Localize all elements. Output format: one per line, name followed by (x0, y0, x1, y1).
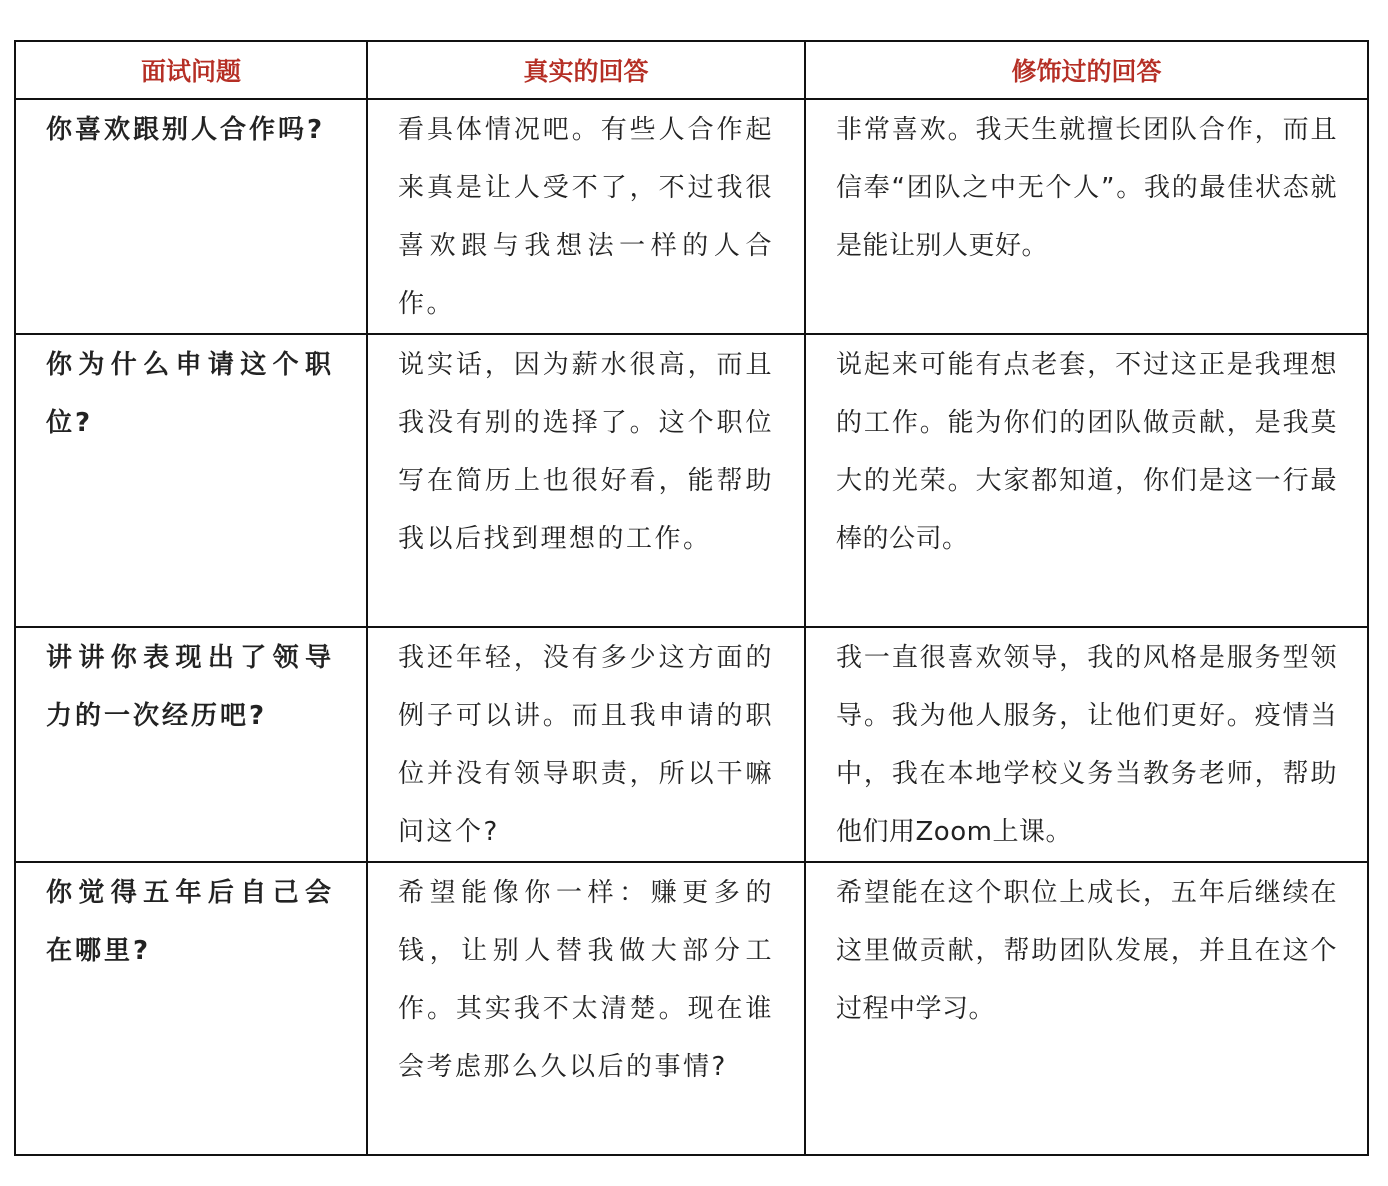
polished-answer-cell (805, 627, 1368, 862)
question-cell (15, 99, 367, 334)
interview-comparison-table (14, 40, 1369, 1156)
real-answer-cell (367, 862, 805, 1155)
question-text: 你觉得五年后自己会在哪里? (46, 878, 334, 966)
question-cell (15, 334, 367, 627)
question-cell (15, 627, 367, 862)
real-answer-cell (367, 334, 805, 627)
real-answer-text: 希望能像你一样：赚更多的钱，让别人替我做大部分工作。其实我不太清楚。现在谁会考虑那么久以后的事情? (398, 878, 774, 1082)
real-answer-text: 我还年轻，没有多少这方面的例子可以讲。而且我申请的职位并没有领导职责，所以干嘛问这个? (398, 643, 774, 847)
polished-answer-cell (805, 334, 1368, 627)
question-text: 你为什么申请这个职位? (46, 350, 334, 438)
question-text: 你喜欢跟别人合作吗? (46, 115, 326, 145)
polished-answer-text: 希望能在这个职位上成长，五年后继续在这里做贡献，帮助团队发展，并且在这个过程中学习。 (836, 878, 1337, 1024)
table-header-row (15, 41, 1368, 99)
real-answer-text: 说实话，因为薪水很高，而且我没有别的选择了。这个职位写在简历上也很好看，能帮助我以后找到理想的工作。 (398, 350, 774, 554)
question-cell (15, 862, 367, 1155)
polished-answer-cell (805, 862, 1368, 1155)
real-answer-cell (367, 99, 805, 334)
table-row (15, 99, 1368, 334)
table-row (15, 862, 1368, 1155)
question-text: 讲讲你表现出了领导力的一次经历吧? (46, 643, 334, 731)
polished-answer-text: 我一直很喜欢领导，我的风格是服务型领导。我为他人服务，让他们更好。疫情当中，我在本地学校义务当教务老师，帮助他们用Zoom上课。 (836, 643, 1337, 847)
polished-answer-cell (805, 99, 1368, 334)
polished-answer-text: 非常喜欢。我天生就擅长团队合作，而且信奉“团队之中无个人”。我的最佳状态就是能让别人更好。 (836, 115, 1337, 261)
header-question: 面试问题 (15, 41, 367, 99)
header-real-answer: 真实的回答 (367, 41, 805, 99)
table-row (15, 627, 1368, 862)
real-answer-cell (367, 627, 805, 862)
table-row (15, 334, 1368, 627)
header-polished-answer: 修饰过的回答 (805, 41, 1368, 99)
real-answer-text: 看具体情况吧。有些人合作起来真是让人受不了，不过我很喜欢跟与我想法一样的人合作。 (398, 115, 774, 319)
polished-answer-text: 说起来可能有点老套，不过这正是我理想的工作。能为你们的团队做贡献，是我莫大的光荣。大家都知道，你们是这一行最棒的公司。 (836, 350, 1337, 554)
